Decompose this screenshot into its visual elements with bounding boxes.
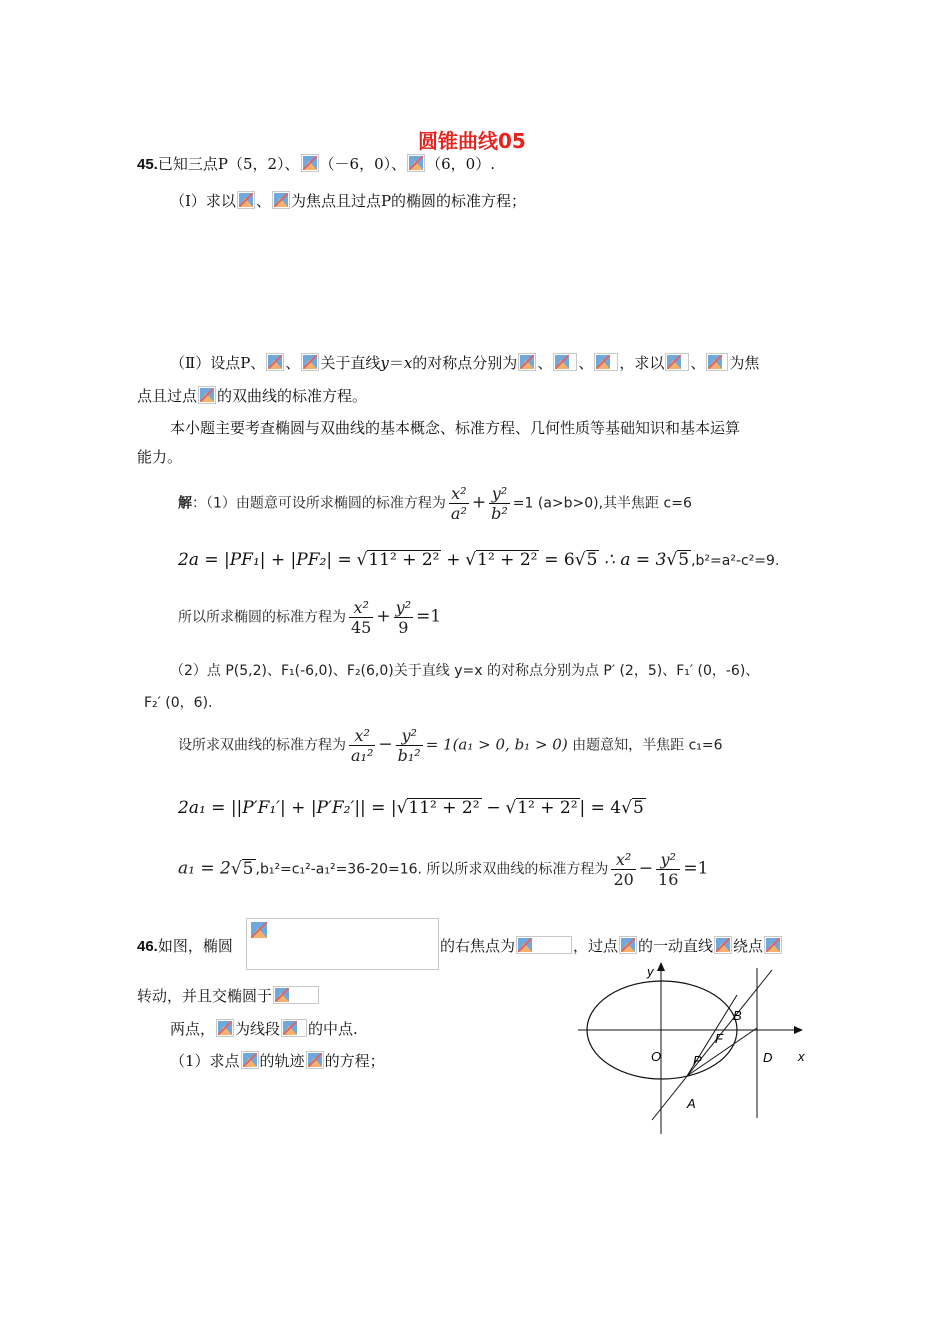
solution-label: 解 xyxy=(178,495,192,512)
broken-image-icon xyxy=(764,936,782,954)
solution-line-3 xyxy=(178,598,441,637)
text: 、 xyxy=(690,354,706,372)
broken-image-icon xyxy=(301,353,319,371)
denominator: b² xyxy=(491,504,508,523)
numerator: x² xyxy=(349,726,375,746)
text: 、 xyxy=(285,354,301,372)
text: 的右焦点为 xyxy=(440,937,516,955)
text: ： xyxy=(192,495,206,512)
operator: − xyxy=(486,798,501,818)
numerator: y² xyxy=(656,850,680,870)
text: 、 xyxy=(537,354,553,372)
solution-line-6: 2a₁ = ||P′F₁′| + |P′F₂′|| = |√11² + 2² − √1² + 2² | = 4√5 xyxy=(178,798,644,818)
text: 为线段 xyxy=(235,1020,281,1038)
x-axis-arrow xyxy=(794,1026,803,1034)
text: 所以所求椭圆的标准方程为 xyxy=(178,609,346,626)
text: 的轨迹 xyxy=(259,1052,305,1070)
fraction xyxy=(396,726,423,765)
label-x: x xyxy=(798,1049,805,1064)
label-p: P xyxy=(693,1053,702,1068)
text: = 6 xyxy=(544,550,575,570)
text: =1 xyxy=(416,606,442,627)
fraction xyxy=(656,850,680,889)
text: 的一动直线 xyxy=(638,937,714,955)
text: （Ⅰ）求以 xyxy=(170,192,236,210)
radicand: 5 xyxy=(632,798,644,818)
denominator: 9 xyxy=(398,618,409,637)
radicand: 1² + 2² xyxy=(517,798,578,818)
q46-line-4 xyxy=(170,1050,385,1071)
equation: 2a = |PF₁| + |PF₂| = xyxy=(178,550,352,570)
solution-line-4: （2）点 P(5,2)、F₁(-6,0)、F₂(6,0)关于直线 y=x 的对称点分别为点 P′ (2，5)、F₁′ (0，-6)、 xyxy=(170,663,760,679)
fraction xyxy=(489,484,510,523)
q46-line-2 xyxy=(137,985,320,1006)
label-d: D xyxy=(763,1050,773,1065)
text: 绕点 xyxy=(733,937,764,955)
question-number: 46. xyxy=(137,938,158,955)
q46-line-1 xyxy=(137,935,233,956)
broken-image-icon xyxy=(301,154,319,172)
label-y: y xyxy=(647,964,654,979)
q45-note: 本小题主要考查椭圆与双曲线的基本概念、标准方程、几何性质等基础知识和基本运算 xyxy=(170,419,741,437)
broken-image-icon xyxy=(237,191,255,209)
numerator: y² xyxy=(395,598,412,617)
text: y xyxy=(380,354,389,372)
numerator: x² xyxy=(449,484,469,504)
operator: + xyxy=(446,550,461,570)
y-axis-arrow xyxy=(657,962,665,971)
label-b: B xyxy=(733,1008,742,1023)
fraction xyxy=(394,598,413,637)
text: 由题意知，半焦距 c₁=6 xyxy=(572,737,723,754)
broken-image-icon xyxy=(272,191,290,209)
text: （1）由题意可设所求椭圆的标准方程为 xyxy=(206,495,446,512)
text: =1 (a>b>0), xyxy=(512,495,604,512)
radicand: 5 xyxy=(242,858,254,879)
text: 、 xyxy=(255,192,271,210)
text: 为焦 xyxy=(729,354,760,372)
numerator: x² xyxy=(611,850,635,870)
question-number: 45. xyxy=(137,156,158,173)
denominator: 16 xyxy=(658,870,679,889)
ellipse-diagram xyxy=(575,958,815,1143)
text: ,b²=a²-c²=9. xyxy=(691,553,780,569)
text: （1）求点 xyxy=(170,1052,240,1070)
broken-image-icon xyxy=(250,921,268,939)
broken-image-icon xyxy=(407,154,425,172)
broken-image-frame xyxy=(246,918,439,970)
page-title: 圆锥曲线05 xyxy=(418,129,526,153)
fraction xyxy=(349,726,375,765)
broken-image-icon xyxy=(266,353,284,371)
broken-image-icon xyxy=(281,1019,307,1037)
text: 关于直线 xyxy=(320,354,381,372)
broken-image-icon xyxy=(594,353,618,371)
q45-note-cont: 能力。 xyxy=(137,448,183,466)
solution-line-7: a₁ = 2√5 ,b₁²=c₁²-a₁²=36-20=16. 所以所求双曲线的标准方程为 $\frac{\text{x²}}{20}$ − $\frac{\text{y²}}{16}$ =1 xyxy=(178,850,709,889)
fraction xyxy=(449,484,469,523)
q45-part2 xyxy=(170,352,759,373)
equation: 2a₁ = ||P′F₁′| + |P′F₂′|| = | xyxy=(178,798,397,818)
denominator: a² xyxy=(450,504,467,523)
q45-part2-cont xyxy=(137,385,367,406)
text: 其半焦距 c=6 xyxy=(603,495,692,512)
text: 、 xyxy=(578,354,594,372)
text: ，求以 xyxy=(619,354,665,372)
text: 为焦点且过点P的椭圆的标准方程； xyxy=(290,192,527,210)
text: x xyxy=(403,354,413,372)
radicand: 11² + 2² xyxy=(408,798,480,818)
operator: − xyxy=(638,858,654,879)
broken-image-icon xyxy=(665,353,689,371)
broken-image-icon xyxy=(241,1051,259,1069)
denominator: b₁² xyxy=(397,746,421,765)
broken-image-icon xyxy=(306,1051,324,1069)
text: ，过点 xyxy=(573,937,619,955)
numerator: y² xyxy=(489,484,510,504)
fraction xyxy=(349,598,373,637)
text: | = 4 xyxy=(579,798,622,818)
text: （6，0）. xyxy=(426,155,495,173)
radicand: 5 xyxy=(678,550,690,570)
label-a: A xyxy=(687,1096,696,1111)
radicand: 1² + 2² xyxy=(477,550,538,570)
text: ∴ a = 3 xyxy=(604,550,667,570)
q46-line-3 xyxy=(170,1018,358,1039)
q45-stem xyxy=(137,153,495,174)
label-f: F xyxy=(715,1031,723,1046)
q46-line-1-b xyxy=(440,935,783,956)
text: ,b₁²=c₁²-a₁²=36-20=16. 所以所求双曲线的标准方程为 xyxy=(255,861,609,878)
broken-image-icon xyxy=(216,1019,234,1037)
numerator: x² xyxy=(349,598,373,618)
text: 转动，并且交椭圆于 xyxy=(137,987,273,1005)
q45-part1 xyxy=(170,190,526,211)
radicand: 5 xyxy=(586,550,598,570)
text: 如图，椭圆 xyxy=(157,937,233,955)
label-origin: O xyxy=(651,1049,662,1064)
solution-line-1: 解：（1）由题意可设所求椭圆的标准方程为 $\frac{\text{x²}}{\text{a²}}$ + $\frac{\text{y²}}{\text{b²}}$ =1 (a>b>0),其半焦距 c=6 xyxy=(178,484,692,523)
text: 设所求双曲线的标准方程为 xyxy=(178,737,346,754)
text: 的对称点分别为 xyxy=(412,354,518,372)
solution-line-5: 设所求双曲线的标准方程为 $\frac{\text{x²}}{\text{a₁²}}$ − $\frac{\text{y²}}{\text{b₁²}}$ = 1(a₁ > 0, b₁ > 0) 由题意知，半焦距 c₁=6 xyxy=(178,726,723,765)
text: a₁ = 2 xyxy=(178,858,231,879)
broken-image-icon xyxy=(619,936,637,954)
broken-image-icon xyxy=(706,353,728,371)
text: 的双曲线的标准方程。 xyxy=(217,387,368,405)
text: （Ⅱ）设点P、 xyxy=(170,354,266,372)
denominator: a₁² xyxy=(351,746,374,765)
text: 已知三点P（5，2）、 xyxy=(157,155,300,173)
operator: + xyxy=(376,606,391,627)
broken-image-icon xyxy=(518,353,536,371)
text: 点且过点 xyxy=(137,387,198,405)
text: （－6，0）、 xyxy=(319,155,407,173)
broken-image-icon xyxy=(273,986,319,1004)
radicand: 11² + 2² xyxy=(368,550,440,570)
solution-line-2: 2a = |PF₁| + |PF₂| = √11² + 2² + √1² + 2² = 6√5 ∴ a = 3√5 ,b²=a²-c²=9. xyxy=(178,550,780,570)
numerator: y² xyxy=(396,726,423,746)
text: = 1(a₁ > 0, b₁ > 0) xyxy=(425,735,568,754)
moving-line xyxy=(652,970,772,1120)
text: 的方程； xyxy=(324,1052,385,1070)
fraction xyxy=(611,850,635,889)
broken-image-icon xyxy=(198,386,216,404)
text: 两点， xyxy=(170,1020,216,1038)
solution-line-4-cont: F₂′ (0，6). xyxy=(144,695,213,711)
text: ＝ xyxy=(388,354,404,372)
denominator: 20 xyxy=(613,870,634,889)
broken-image-icon xyxy=(714,936,732,954)
text: 的中点. xyxy=(308,1020,358,1038)
denominator: 45 xyxy=(351,618,372,637)
broken-image-icon xyxy=(516,936,572,954)
broken-image-icon xyxy=(553,353,577,371)
text: =1 xyxy=(683,858,709,879)
